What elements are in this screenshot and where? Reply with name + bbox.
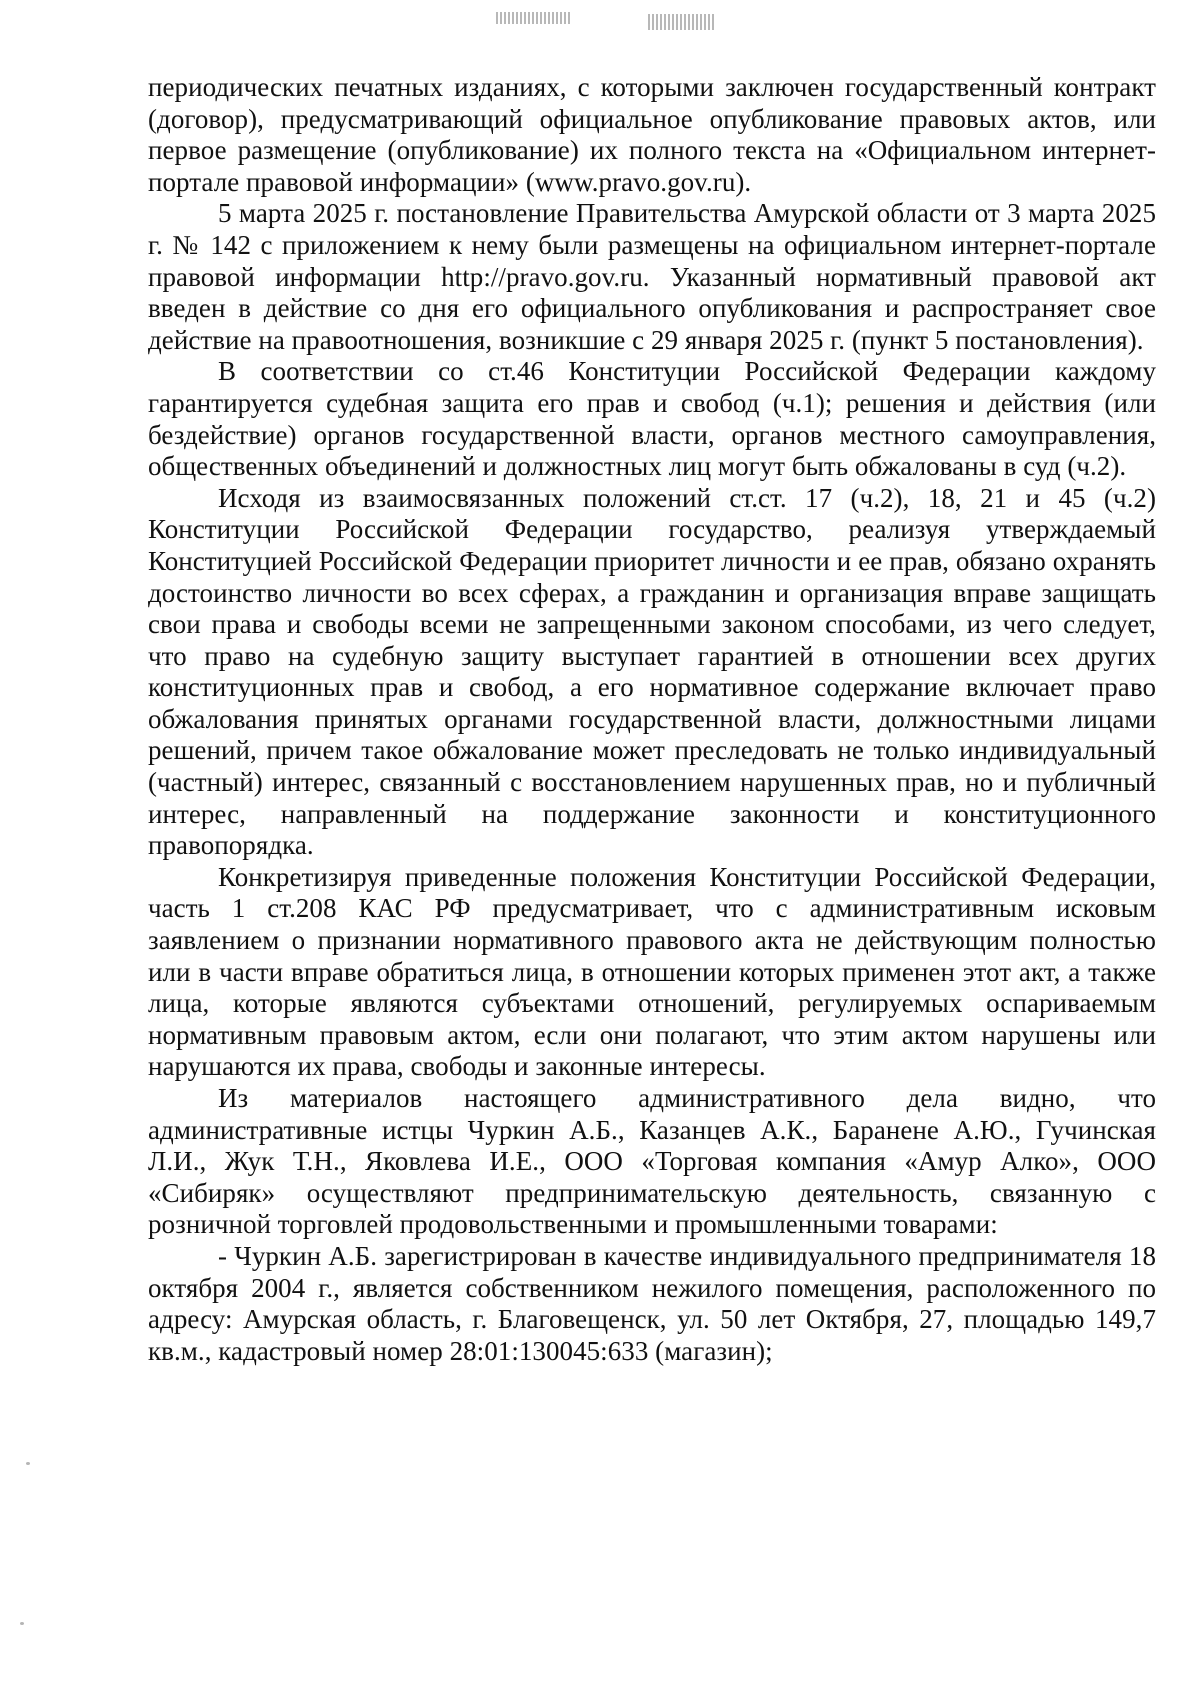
paragraph: Исходя из взаимосвязанных положений ст.ст. 17 (ч.2), 18, 21 и 45 (ч.2) Конституции Российской Федерации государство, реализуя утверждаемый Конституцией Российской Федерации приоритет личности и ее прав, обязано охранять достоинство личности во всех сферах, а гражданин и организация вправе защищать свои права и свободы всеми не запрещенными законом способами, из чего следует, что право на судебную защиту выступает гарантией в отношении всех других конституционных прав и свобод, а его нормативное содержание включает право обжалования принятых органами государственной власти, должностными лицами решений, причем такое обжалование может преследовать не только индивидуальный (частный) интерес, связанный с восстановлением нарушенных прав, но и публичный интерес, направленный на поддержание законности и конституционного правопорядка. <box>148 482 1156 861</box>
list-item: - Чуркин А.Б. зарегистрирован в качестве индивидуального предпринимателя 18 октября 2004 г., является собственником нежилого помещения, расположенного по адресу: Амурская область, г. Благовещенск, ул. 50 лет Октября, 27, площадью 149,7 кв.м., кадастровый номер 28:01:130045:633 (магазин); <box>148 1240 1156 1366</box>
scan-speck <box>20 1622 24 1625</box>
paragraph: 5 марта 2025 г. постановление Правительства Амурской области от 3 марта 2025 г. № 142 с приложением к нему были размещены на официальном интернет-портале правовой информации http://pravo.gov.ru. Указанный нормативный правовой акт введен в действие со дня его официального опубликования и распространяет свое действие на правоотношения, возникшие с 29 января 2025 г. (пункт 5 постановления). <box>148 198 1156 355</box>
paragraph: Конкретизируя приведенные положения Конституции Российской Федерации, часть 1 ст.208 КАС РФ предусматривает, что с административным исковым заявлением о признании нормативного правового акта не действующим полностью или в части вправе обратиться лица, в отношении которых применен этот акт, а также лица, которые являются субъектами отношений, регулируемых оспариваемым нормативным правовым актом, если они полагают, что этим актом нарушены или нарушаются их права, свободы и законные интересы. <box>148 861 1156 1082</box>
scan-stamp-mark <box>496 12 572 24</box>
paragraph: Из материалов настоящего административного дела видно, что административные истцы Чуркин А.Б., Казанцев А.К., Бараненe А.Ю., Гучинская Л.И., Жук Т.Н., Яковлева И.Е., ООО «Торговая компания «Амур Алко», ООО «Сибиряк» осуществляют предпринимательскую деятельность, связанную с розничной торговлей продовольственными и промышленными товарами: <box>148 1083 1156 1240</box>
paragraph: В соответствии со ст.46 Конституции Российской Федерации каждому гарантируется судебная защита его прав и свобод (ч.1); решения и действия (или бездействие) органов государственной власти, органов местного самоуправления, общественных объединений и должностных лиц могут быть обжалованы в суд (ч.2). <box>148 356 1156 482</box>
scan-speck <box>26 1462 30 1465</box>
scan-header-marks <box>0 12 1200 36</box>
scan-stamp-mark <box>648 14 716 30</box>
paragraph: периодических печатных изданиях, с которыми заключен государственный контракт (договор), предусматривающий официальное опубликование правовых актов, или первое размещение (опубликование) их полного текста на «Официальном интернет-портале правовой информации» (www.pravo.gov.ru). <box>148 72 1156 197</box>
document-body <box>148 72 1156 1367</box>
